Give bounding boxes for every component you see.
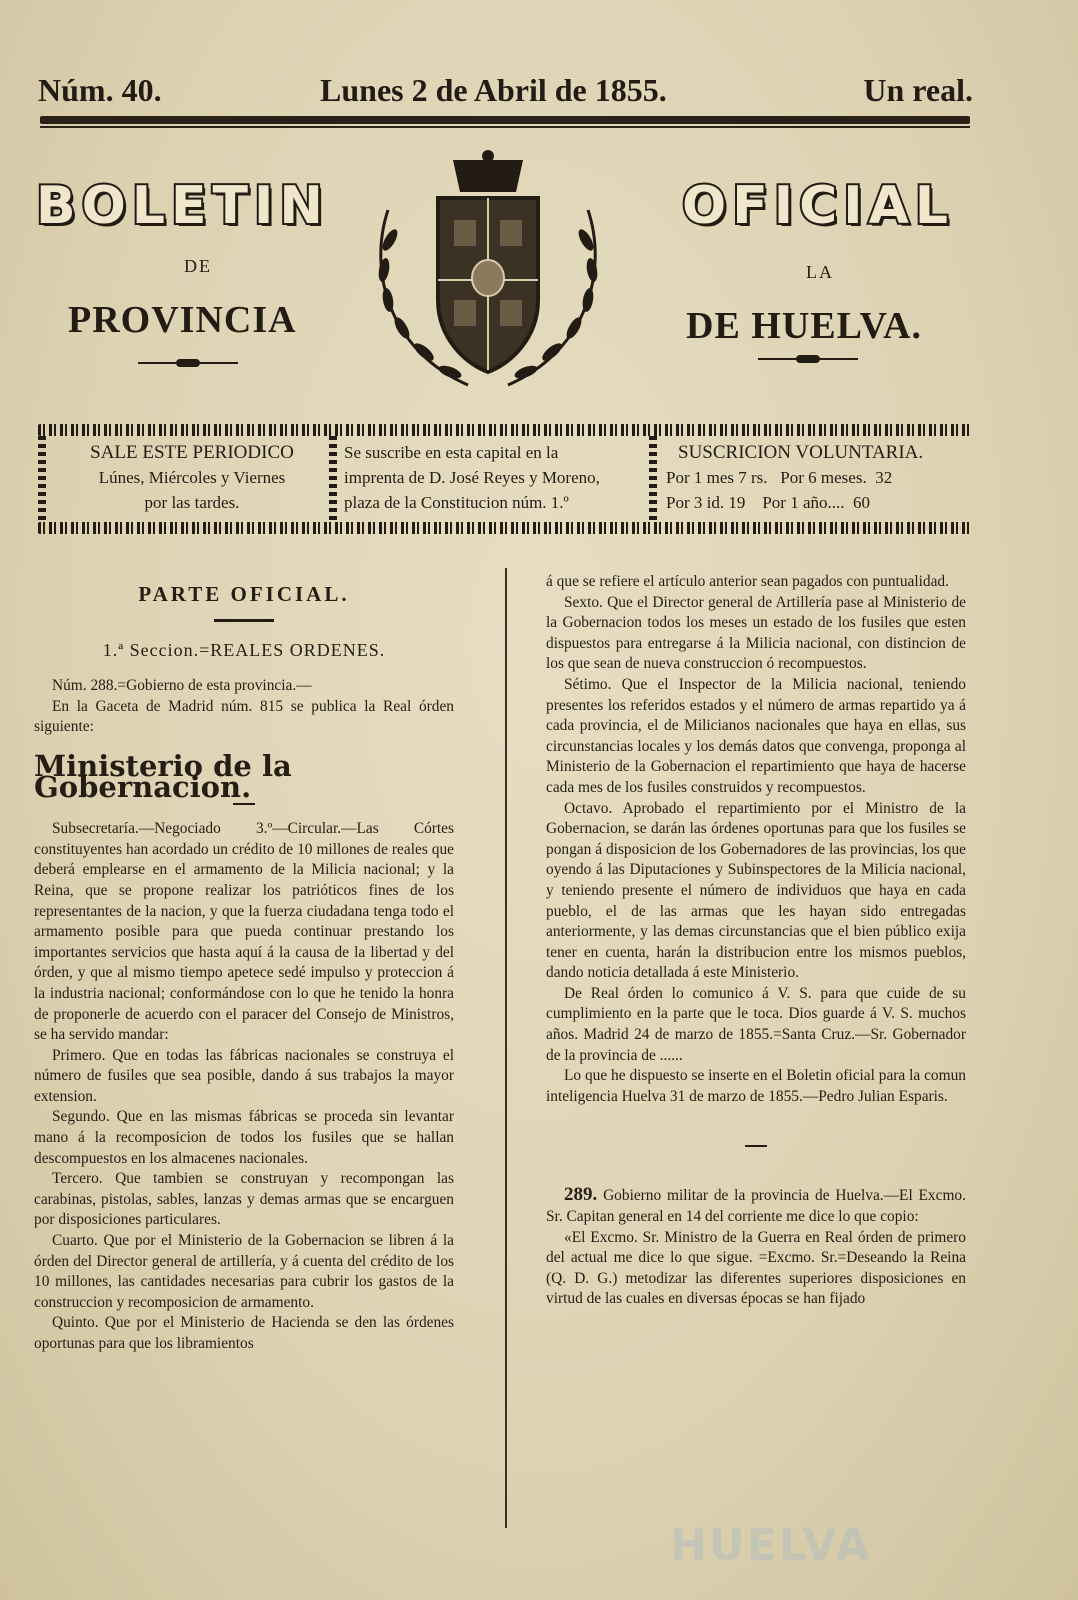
- paragraph: Primero. Que en todas las fábricas nacionales se construya el número de fusiles que sea posible, dando á sus trabajos la mayor extension.: [34, 1046, 454, 1105]
- subscription-box: [38, 424, 973, 534]
- paragraph: Lo que he dispuesto se inserte en el Boletin oficial para la comun inteligencia Huelva 31 de marzo de 1855.—Pedro Julian Esparis.: [546, 1067, 966, 1105]
- header-rule-thin: [40, 126, 970, 128]
- coat-of-arms-icon: [358, 150, 618, 400]
- masthead-provincia: PROVINCIA: [68, 299, 297, 341]
- paragraph: Octavo. Aprobado el repartimiento por el Ministro de la Gobernacion, se darán las órdenes oportunas para que los fusiles se pongan á disposicion de los Gobernadores de las provincias, los que oyendo á las Diputaciones y Subinspectores de la Milicia nacional, y teniendo presente el número de individuos que haya en cada pueblo, el de las armas que les hayan sido entregadas anteriormente, y las demas circunstancias que el bien público exija tener en cuenta, harán la distribucion entre los mismos pueblos, dando noticia detallada á este Ministerio.: [546, 799, 966, 982]
- article-rule: [745, 1145, 767, 1147]
- paragraph-289-text: Gobierno militar de la provincia de Huelva.—El Excmo. Sr. Capitan general en 14 del corriente me dice lo que copio:: [546, 1187, 966, 1226]
- notice-intro: En la Gaceta de Madrid núm. 815 se publica la Real órden siguiente:: [34, 697, 454, 736]
- masthead-oficial: OFICIAL: [682, 176, 954, 236]
- paragraph: De Real órden lo comunico á V. S. para que cuide de su cumplimiento en la parte que le toca. Dios guarde á V. S. muchos años. Madrid 24 de marzo de 1855.=Santa Cruz.—Sr. Gobernador de la provincia de ......: [546, 984, 966, 1064]
- subscription-divider-1: [329, 436, 337, 522]
- ornament-right: [758, 358, 858, 360]
- masthead-huelva: DE HUELVA.: [686, 305, 922, 347]
- paragraph: «El Excmo. Sr. Ministro de la Guerra en Real órden de primero del actual me dice lo que sigue. =Excmo. Sr.=Deseando la Reina (Q. D. G.) metodizar las diferentes superiores disposiciones en virtud de las cuales en diversas épocas se han fijado: [546, 1228, 966, 1308]
- section-title-parte-oficial: PARTE OFICIAL.: [138, 582, 350, 606]
- header-rule: [40, 116, 970, 124]
- masthead-boletin: BOLETIN: [36, 176, 329, 236]
- issue-number: Núm. 40.: [38, 72, 162, 108]
- left-column: [34, 574, 454, 1355]
- notice-number-line: Núm. 288.=Gobierno de esta provincia.—: [52, 677, 312, 695]
- section-subtitle: 1.ª Seccion.=REALES ORDENES.: [102, 639, 386, 660]
- ministerio-heading: Ministerio de la Gobernacion.: [34, 748, 292, 804]
- paragraph: Subsecretaría.—Negociado 3.º—Circular.—Las Córtes constituyentes han acordado un crédito de 10 millones de reales que deberá emplearse en el armamento de la Milicia nacional; y la Reina, que se propone realizar los patrióticos fines de los representantes de la nacion, y que la fuerza ciudadana tenga todo el armamento posible para que pueda continuar prestando los importantes servicios que hasta aquí á la causa de la libertad y del órden, y que al mismo tiempo apetece sedé impulso y proteccion á la industria nacional; conformándose con lo que he tenido la honra de proponerle de acuerdo con el paracer del Consejo de Ministros, se ha servido mandar:: [34, 820, 454, 1044]
- subscription-divider-2: [649, 436, 657, 522]
- issue-date: Lunes 2 de Abril de 1855.: [320, 72, 667, 108]
- paragraph: Quinto. Que por el Ministerio de Hacienda se den las órdenes oportunas para que los libramientos: [34, 1314, 454, 1352]
- masthead-de: DE: [184, 256, 212, 276]
- watermark: HUELVA: [670, 1520, 872, 1571]
- subscription-border-left: [38, 436, 46, 522]
- paragraph-289: [546, 1185, 966, 1227]
- subscription-border-top: [38, 424, 973, 436]
- subscription-location: Se suscribe en esta capital en la imprenta de D. José Reyes y Moreno, plaza de la Constitucion núm. 1.º: [344, 443, 600, 512]
- paragraph: Sétimo. Que el Inspector de la Milicia nacional, teniendo presentes los referidos estados y el número de armas repartido ya á cada provincia, el de Milicianos nacionales que haya en ellas, sus circunstancias locales y los demás datos que convenga, proponga al Ministerio de la Gobernacion el repartimiento que haya de hacerse cada mes de los fusiles construidos y recompuestos.: [546, 675, 966, 796]
- column-divider: [505, 568, 507, 1528]
- paragraph: Tercero. Que tambien se construyan y recompongan las carabinas, pistolas, sables, lanzas y demas armas que se encarguen por disposiciones particulares.: [34, 1170, 454, 1229]
- masthead-la: LA: [806, 262, 834, 282]
- section-rule: [214, 619, 274, 622]
- issue-price: Un real.: [863, 72, 973, 108]
- notice-number-289: 289.: [564, 1184, 598, 1206]
- paragraph: Cuarto. Que por el Ministerio de la Gobernacion se libren á la órden del Director general de artillería, y á cuenta del crédito de los 10 millones, las cantidades necesarias para cubrir los gastos de la construccion y recomposicion de armamento.: [34, 1232, 454, 1311]
- paragraph: á que se refiere el artículo anterior sean pagados con puntualidad.: [546, 573, 949, 590]
- right-column: [546, 572, 966, 1310]
- top-line: [38, 72, 973, 112]
- subscription-prices: SUSCRICION VOLUNTARIA. Por 1 mes 7 rs. Por 6 meses. 32 Por 3 id. 19 Por 1 año.... 60: [666, 442, 924, 512]
- subscription-border-bottom: [38, 522, 973, 534]
- subscription-schedule: SALE ESTE PERIODICO Lúnes, Miércoles y Viernes por las tardes.: [90, 442, 294, 512]
- paragraph: Sexto. Que el Director general de Artillería pase al Ministerio de la Gobernacion todos los meses un estado de los fusiles que esten dispuestos para entregarse á la Milicia nacional, con distincion de los que sean de nueva construccion ó recompuestos.: [546, 593, 966, 673]
- ornament-left: [138, 362, 238, 364]
- paragraph: Segundo. Que en las mismas fábricas se proceda sin levantar mano á la recomposicion de todos los fusiles que se hallan descompuestos en los almacenes nacionales.: [34, 1108, 454, 1167]
